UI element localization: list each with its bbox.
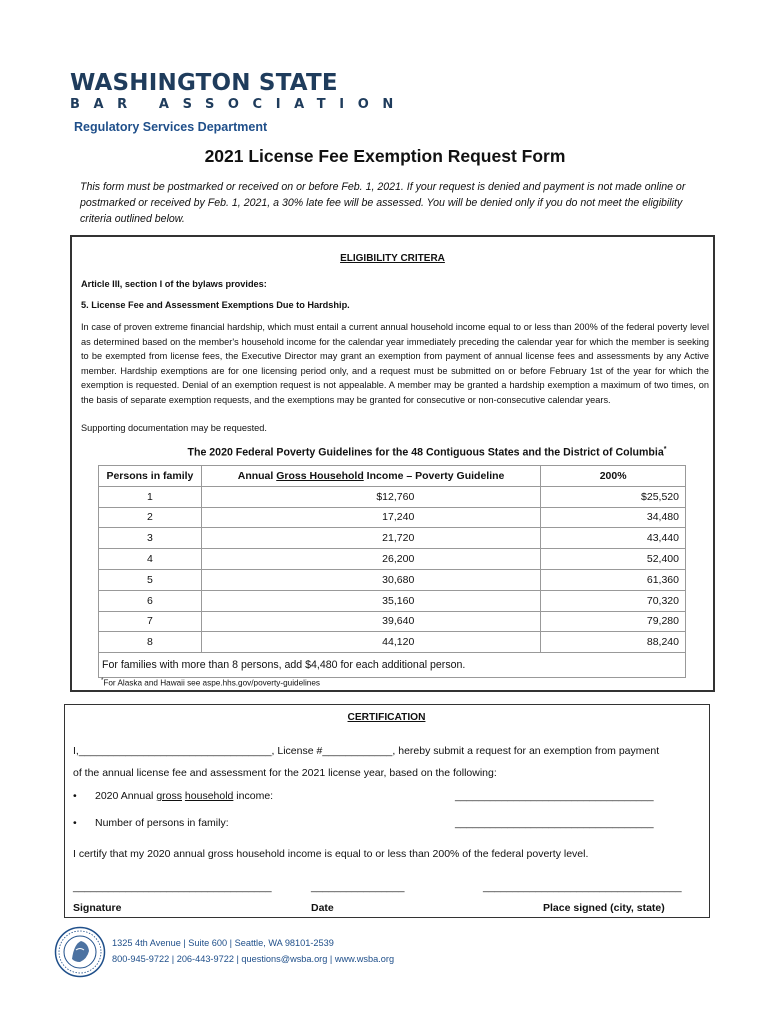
certify-statement: I certify that my 2020 annual gross household income is equal to or less than 200% of the federal poverty level. [73,848,589,860]
footnote-mark: * [101,678,104,684]
pct-cell: 43,440 [541,528,686,549]
signature-field[interactable]: __________________________________ [73,881,272,893]
guideline-cell: 44,120 [201,632,540,653]
certification-statement-line-1[interactable]: I,_________________________________, License #____________, hereby submit a request for an exemption from payment [73,745,660,757]
table-header-row [99,466,686,487]
poverty-table-title: The 2020 Federal Poverty Guidelines for the 48 Contiguous States and the District of Columbia* [187,446,667,459]
wsba-seal-icon [54,926,106,978]
table-row [99,632,686,653]
persons-cell: 5 [99,569,202,590]
pct-cell: 52,400 [541,549,686,570]
poverty-guidelines-table [98,465,686,678]
table-row [99,569,686,590]
table-note-row [99,653,686,678]
column-header-200-percent: 200% [541,466,686,487]
income-field[interactable]: __________________________________ [455,790,654,802]
additional-person-note: For families with more than 8 persons, add $4,480 for each additional person. [99,653,686,678]
pct-cell: $25,520 [541,486,686,507]
table-row [99,507,686,528]
hardship-paragraph: In case of proven extreme financial hardship, which must entail a current annual household income equal to or less than 200% of the federal poverty level as determined based on the member's household income for the calendar year immediately preceding the calendar year for which the member is seeking to be exempted from license fees, the Executive Director may grant an exemption from payment of annual license fees and assessments by any Active member. Hardship exemptions are for one licensing period only, and a request must be submitted on or before February 1st of the year for which the exemption is requested. Denial of an exemption request is not appealable. A member may be granted a hardship exemption a maximum of two times, on the basis of separate exemption requests, and the exemptions may be granted for consecutive or non-consecutive calendar years. [81,322,709,405]
footer-contact: 800-945-9722 | 206-443-9722 | questions@wsba.org | www.wsba.org [112,954,395,964]
table-row [99,486,686,507]
pct-cell: 88,240 [541,632,686,653]
place-field[interactable]: __________________________________ [483,881,682,893]
pct-cell: 70,320 [541,590,686,611]
bullet-icon: • [73,790,77,802]
department-name: Regulatory Services Department [74,120,268,134]
guideline-cell: 39,640 [201,611,540,632]
table-row [99,611,686,632]
persons-cell: 8 [99,632,202,653]
intro-paragraph: This form must be postmarked or received on or before Feb. 1, 2021. If your request is denied and payment is not made online or postmarked or received by Feb. 1, 2021, a 30% late fee will be assessed. You will be denied only if you do not meet the eligibility criteria outlined below. [80,181,686,225]
guideline-cell: 26,200 [201,549,540,570]
section-heading: 5. License Fee and Assessment Exemptions Due to Hardship. [81,300,350,310]
logo-line-1: WASHINGTON STATE [70,70,338,96]
persons-cell: 3 [99,528,202,549]
column-header-persons: Persons in family [99,466,202,487]
footer-address: 1325 4th Avenue | Suite 600 | Seattle, WA 98101-2539 [112,938,334,948]
table-row [99,528,686,549]
guideline-cell: 35,160 [201,590,540,611]
pct-cell: 61,360 [541,569,686,590]
table-row [99,549,686,570]
guideline-cell: 17,240 [201,507,540,528]
income-label: 2020 Annual gross household income: [95,790,274,802]
date-label: Date [311,902,334,914]
form-title: 2021 License Fee Exemption Request Form [204,146,566,166]
place-label: Place signed (city, state) [543,902,665,914]
date-field[interactable]: ________________ [311,881,405,893]
eligibility-box [70,235,715,692]
guideline-cell: 30,680 [201,569,540,590]
persons-field[interactable]: __________________________________ [455,817,654,829]
table-row [99,590,686,611]
persons-cell: 7 [99,611,202,632]
persons-cell: 2 [99,507,202,528]
persons-cell: 1 [99,486,202,507]
alaska-hawaii-footnote: *For Alaska and Hawaii see aspe.hhs.gov/poverty-guidelines [101,678,320,688]
supporting-documentation-note: Supporting documentation may be requested. [81,423,267,433]
poverty-title-footnote-mark: * [663,446,667,453]
wsba-logo [70,71,407,113]
guideline-cell: $12,760 [201,486,540,507]
persons-cell: 6 [99,590,202,611]
certification-heading: CERTIFICATION [347,712,426,723]
eligibility-heading: ELIGIBILITY CRITERA [340,253,445,264]
column-header-guideline: Annual Gross Household Income – Poverty Guideline [201,466,540,487]
pct-cell: 34,480 [541,507,686,528]
logo-line-2: BAR ASSOCIATION [70,97,407,112]
bullet-icon: • [73,817,77,829]
persons-cell: 4 [99,549,202,570]
certification-box [64,704,710,918]
article-reference: Article III, section I of the bylaws provides: [81,279,267,289]
certification-statement-line-2: of the annual license fee and assessment for the 2021 license year, based on the following: [73,767,497,779]
signature-label: Signature [73,902,122,914]
pct-cell: 79,280 [541,611,686,632]
guideline-cell: 21,720 [201,528,540,549]
persons-label: Number of persons in family: [95,817,229,829]
